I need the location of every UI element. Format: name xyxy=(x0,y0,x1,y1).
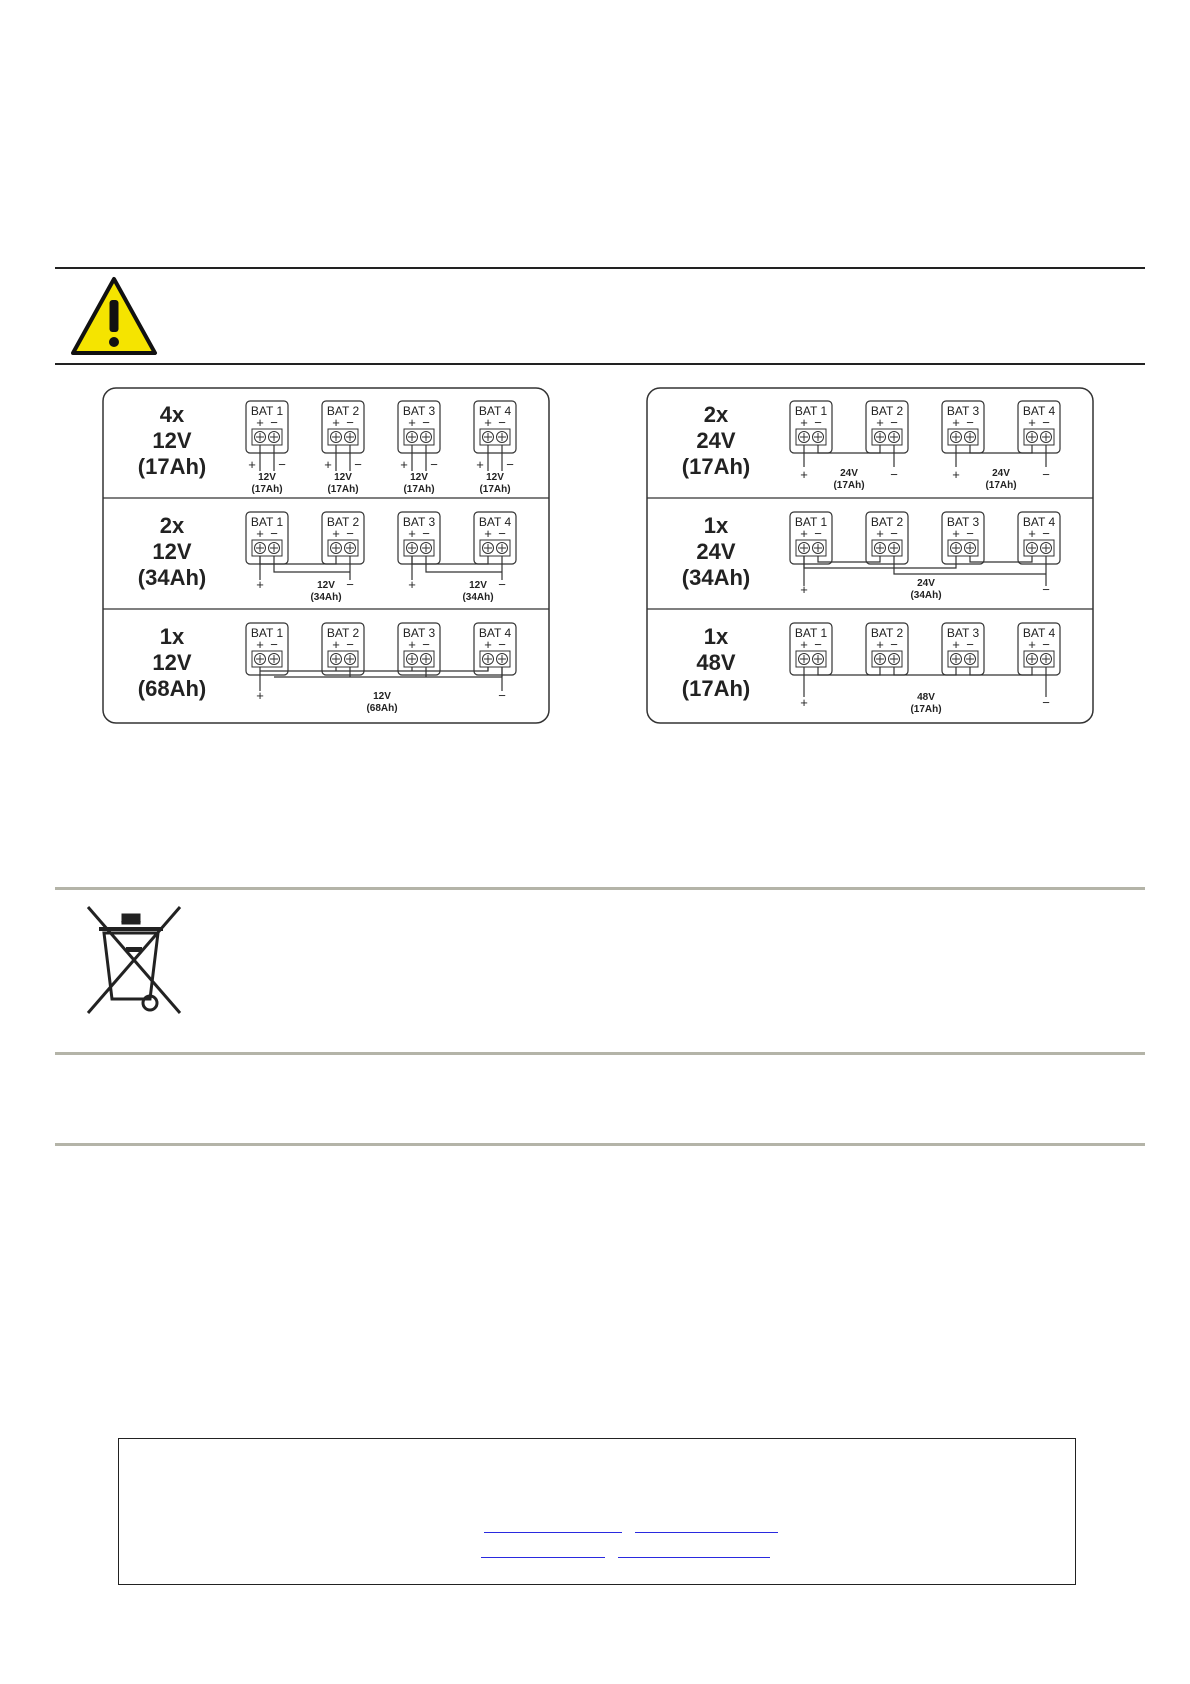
email-link-2[interactable] xyxy=(481,1557,605,1558)
output-minus-label: − xyxy=(354,457,362,472)
output-capacity-label: (17Ah) xyxy=(251,484,283,495)
output-minus-label: − xyxy=(1042,695,1050,710)
output-plus-label: + xyxy=(256,688,264,703)
output-capacity-label: (34Ah) xyxy=(910,590,942,601)
terminal-minus-label: − xyxy=(270,526,278,541)
terminal-plus-label: + xyxy=(800,637,808,652)
output-plus-label: + xyxy=(800,582,808,597)
terminal-plus-label: + xyxy=(1028,526,1036,541)
output-minus-label: − xyxy=(890,467,898,482)
config-qty: 2x xyxy=(159,513,185,538)
config-voltage: 12V xyxy=(152,650,192,675)
battery-label: BAT 2 xyxy=(326,515,360,529)
terminal-minus-label: − xyxy=(966,415,974,430)
battery-label: BAT 4 xyxy=(478,404,512,418)
output-minus-label: − xyxy=(498,577,506,592)
output-voltage-label: 12V xyxy=(258,472,276,483)
output-minus-label: − xyxy=(346,577,354,592)
config-voltage: 48V xyxy=(696,650,736,675)
terminal-minus-label: − xyxy=(1042,526,1050,541)
terminal-minus-label: − xyxy=(270,637,278,652)
weee-middle-rule xyxy=(55,1052,1145,1055)
email-link-1[interactable] xyxy=(484,1532,622,1533)
output-voltage-label: 12V xyxy=(373,691,391,702)
diagram-right-svg xyxy=(646,387,1094,724)
config-qty: 4x xyxy=(159,402,185,427)
output-capacity-label: (17Ah) xyxy=(327,484,359,495)
config-capacity: (34Ah) xyxy=(137,565,207,590)
battery-label: BAT 3 xyxy=(402,626,436,640)
output-capacity-label: (17Ah) xyxy=(403,484,435,495)
battery-label: BAT 4 xyxy=(1022,626,1056,640)
output-minus-label: − xyxy=(1042,582,1050,597)
output-capacity-label: (17Ah) xyxy=(985,480,1017,491)
weee-bottom-rule xyxy=(55,1143,1145,1146)
config-voltage: 24V xyxy=(696,428,736,453)
terminal-plus-label: + xyxy=(876,415,884,430)
config-qty: 1x xyxy=(159,624,185,649)
terminal-minus-label: − xyxy=(890,526,898,541)
terminal-minus-label: − xyxy=(270,415,278,430)
output-plus-label: + xyxy=(400,457,408,472)
output-minus-label: − xyxy=(506,457,514,472)
warning-top-rule xyxy=(55,267,1145,269)
terminal-minus-label: − xyxy=(814,526,822,541)
output-plus-label: + xyxy=(248,457,256,472)
terminal-minus-label: − xyxy=(1042,415,1050,430)
output-voltage-label: 12V xyxy=(410,472,428,483)
terminal-plus-label: + xyxy=(256,637,264,652)
terminal-plus-label: + xyxy=(332,526,340,541)
output-plus-label: + xyxy=(800,467,808,482)
terminal-plus-label: + xyxy=(256,526,264,541)
diagram-left-svg xyxy=(102,387,550,724)
battery-label: BAT 3 xyxy=(946,626,980,640)
terminal-minus-label: − xyxy=(1042,637,1050,652)
terminal-minus-label: − xyxy=(498,637,506,652)
terminal-minus-label: − xyxy=(966,526,974,541)
output-voltage-label: 12V xyxy=(469,580,487,591)
terminal-minus-label: − xyxy=(346,415,354,430)
terminal-plus-label: + xyxy=(256,415,264,430)
battery-label: BAT 1 xyxy=(794,626,828,640)
battery-label: BAT 1 xyxy=(794,515,828,529)
battery-label: BAT 3 xyxy=(402,404,436,418)
terminal-plus-label: + xyxy=(876,526,884,541)
config-capacity: (34Ah) xyxy=(681,565,751,590)
terminal-plus-label: + xyxy=(952,637,960,652)
battery-label: BAT 2 xyxy=(870,515,904,529)
battery-label: BAT 1 xyxy=(250,626,284,640)
battery-label: BAT 2 xyxy=(870,626,904,640)
terminal-plus-label: + xyxy=(408,637,416,652)
warning-triangle-icon xyxy=(70,276,158,356)
terminal-plus-label: + xyxy=(1028,415,1036,430)
battery-label: BAT 2 xyxy=(326,626,360,640)
battery-config-diagram-12v xyxy=(102,387,550,724)
output-voltage-label: 24V xyxy=(992,468,1010,479)
terminal-plus-label: + xyxy=(408,415,416,430)
output-plus-label: + xyxy=(952,467,960,482)
terminal-plus-label: + xyxy=(952,415,960,430)
crossed-out-bin-icon xyxy=(82,903,186,1017)
config-qty: 1x xyxy=(703,513,729,538)
output-voltage-label: 24V xyxy=(840,468,858,479)
config-capacity: (17Ah) xyxy=(681,676,751,701)
output-plus-label: + xyxy=(256,577,264,592)
terminal-minus-label: − xyxy=(814,637,822,652)
config-voltage: 12V xyxy=(152,428,192,453)
battery-label: BAT 4 xyxy=(478,515,512,529)
output-plus-label: + xyxy=(800,695,808,710)
output-voltage-label: 24V xyxy=(917,578,935,589)
weee-top-rule xyxy=(55,887,1145,890)
output-minus-label: − xyxy=(430,457,438,472)
config-qty: 1x xyxy=(703,624,729,649)
terminal-minus-label: − xyxy=(422,526,430,541)
battery-config-diagram-24v-48v xyxy=(646,387,1094,724)
terminal-plus-label: + xyxy=(1028,637,1036,652)
config-capacity: (68Ah) xyxy=(137,676,207,701)
output-plus-label: + xyxy=(324,457,332,472)
config-qty: 2x xyxy=(703,402,729,427)
battery-label: BAT 3 xyxy=(402,515,436,529)
terminal-minus-label: − xyxy=(422,637,430,652)
terminal-plus-label: + xyxy=(332,637,340,652)
battery-label: BAT 2 xyxy=(870,404,904,418)
terminal-minus-label: − xyxy=(814,415,822,430)
output-voltage-label: 12V xyxy=(334,472,352,483)
terminal-minus-label: − xyxy=(966,637,974,652)
config-capacity: (17Ah) xyxy=(137,454,207,479)
terminal-plus-label: + xyxy=(484,415,492,430)
output-capacity-label: (34Ah) xyxy=(310,592,342,603)
battery-label: BAT 1 xyxy=(250,515,284,529)
website-link-2[interactable] xyxy=(618,1557,770,1558)
website-link-1[interactable] xyxy=(635,1532,778,1533)
terminal-minus-label: − xyxy=(346,526,354,541)
terminal-minus-label: − xyxy=(890,415,898,430)
terminal-plus-label: + xyxy=(800,526,808,541)
output-capacity-label: (68Ah) xyxy=(366,703,398,714)
terminal-minus-label: − xyxy=(422,415,430,430)
output-plus-label: + xyxy=(476,457,484,472)
terminal-plus-label: + xyxy=(484,526,492,541)
output-voltage-label: 12V xyxy=(317,580,335,591)
output-capacity-label: (17Ah) xyxy=(833,480,865,491)
terminal-plus-label: + xyxy=(408,526,416,541)
config-voltage: 12V xyxy=(152,539,192,564)
output-plus-label: + xyxy=(408,577,416,592)
battery-label: BAT 3 xyxy=(946,404,980,418)
output-capacity-label: (34Ah) xyxy=(462,592,494,603)
terminal-minus-label: − xyxy=(498,415,506,430)
battery-label: BAT 1 xyxy=(794,404,828,418)
battery-label: BAT 4 xyxy=(1022,404,1056,418)
terminal-plus-label: + xyxy=(332,415,340,430)
battery-label: BAT 4 xyxy=(478,626,512,640)
terminal-plus-label: + xyxy=(952,526,960,541)
output-minus-label: − xyxy=(498,688,506,703)
config-capacity: (17Ah) xyxy=(681,454,751,479)
output-voltage-label: 48V xyxy=(917,692,935,703)
output-capacity-label: (17Ah) xyxy=(910,704,942,715)
config-voltage: 24V xyxy=(696,539,736,564)
battery-label: BAT 4 xyxy=(1022,515,1056,529)
contact-info-box xyxy=(118,1438,1076,1585)
terminal-minus-label: − xyxy=(498,526,506,541)
output-voltage-label: 12V xyxy=(486,472,504,483)
terminal-plus-label: + xyxy=(484,637,492,652)
terminal-plus-label: + xyxy=(876,637,884,652)
battery-label: BAT 1 xyxy=(250,404,284,418)
terminal-plus-label: + xyxy=(800,415,808,430)
battery-label: BAT 2 xyxy=(326,404,360,418)
battery-label: BAT 3 xyxy=(946,515,980,529)
terminal-minus-label: − xyxy=(890,637,898,652)
output-minus-label: − xyxy=(1042,467,1050,482)
output-minus-label: − xyxy=(278,457,286,472)
terminal-minus-label: − xyxy=(346,637,354,652)
output-capacity-label: (17Ah) xyxy=(479,484,511,495)
warning-bottom-rule xyxy=(55,363,1145,365)
